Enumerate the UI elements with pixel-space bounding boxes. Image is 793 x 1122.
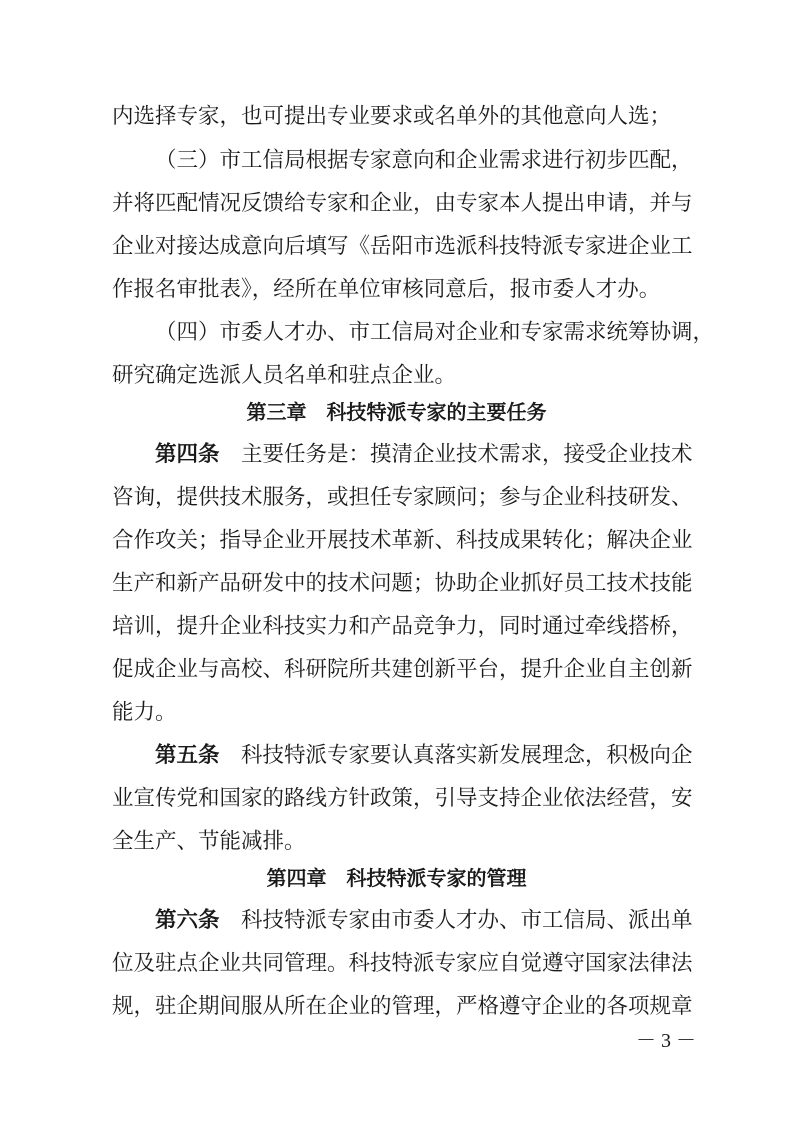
paragraph-line: 生产和新产品研发中的技术问题；协助企业抓好员工技术技能 bbox=[112, 571, 693, 596]
article-text: 科技特派专家由市委人才办、市工信局、派出单 bbox=[219, 908, 693, 933]
paragraph-line bbox=[155, 440, 692, 470]
paragraph-line bbox=[155, 906, 692, 936]
article-text: 主要任务是：摸清企业技术需求，接受企业技术 bbox=[219, 442, 693, 467]
paragraph-line: 规，驻企期间服从所在企业的管理，严格遵守企业的各项规章 bbox=[112, 994, 693, 1019]
paragraph-line: 能力。 bbox=[112, 700, 177, 725]
paragraph-line: 企业对接达成意向后填写《岳阳市选派科技特派专家进企业工 bbox=[112, 234, 693, 259]
chapter-heading: 第三章 科技特派专家的主要任务 bbox=[246, 400, 547, 424]
page-number: － 3 － bbox=[636, 1030, 696, 1052]
paragraph-line: 内选择专家，也可提出专业要求或名单外的其他意向人选； bbox=[112, 104, 672, 129]
paragraph-line: 作报名审批表》，经所在单位审核同意后，报市委人才办。 bbox=[112, 277, 661, 302]
paragraph-line: 促成企业与高校、科研院所共建创新平台，提升企业自主创新 bbox=[112, 657, 693, 682]
paragraph-line: 全生产、节能减排。 bbox=[112, 829, 306, 854]
paragraph-line: 研究确定选派人员名单和驻点企业。 bbox=[112, 363, 457, 388]
paragraph-line: 业宣传党和国家的路线方针政策，引导支持企业依法经营，安 bbox=[112, 786, 693, 811]
article-number: 第五条 bbox=[155, 743, 220, 768]
article-number: 第四条 bbox=[155, 442, 220, 467]
paragraph-line: 位及驻点企业共同管理。科技特派专家应自觉遵守国家法律法 bbox=[112, 951, 693, 976]
paragraph-line: 合作攻关；指导企业开展技术革新、科技成果转化；解决企业 bbox=[112, 528, 693, 553]
paragraph-line: 并将匹配情况反馈给专家和企业，由专家本人提出申请，并与 bbox=[112, 191, 693, 216]
paragraph-line: 咨询，提供技术服务，或担任专家顾问；参与企业科技研发、 bbox=[112, 485, 693, 510]
paragraph-line: （三）市工信局根据专家意向和企业需求进行初步匹配， bbox=[155, 148, 693, 173]
article-number: 第六条 bbox=[155, 908, 220, 933]
paragraph-line bbox=[155, 741, 692, 771]
chapter-heading: 第四章 科技特派专家的管理 bbox=[266, 866, 527, 890]
article-text: 科技特派专家要认真落实新发展理念，积极向企 bbox=[219, 743, 693, 768]
paragraph-line: （四）市委人才办、市工信局对企业和专家需求统筹协调， bbox=[155, 320, 715, 345]
paragraph-line: 培训，提升企业科技实力和产品竞争力，同时通过牵线搭桥， bbox=[112, 614, 693, 639]
